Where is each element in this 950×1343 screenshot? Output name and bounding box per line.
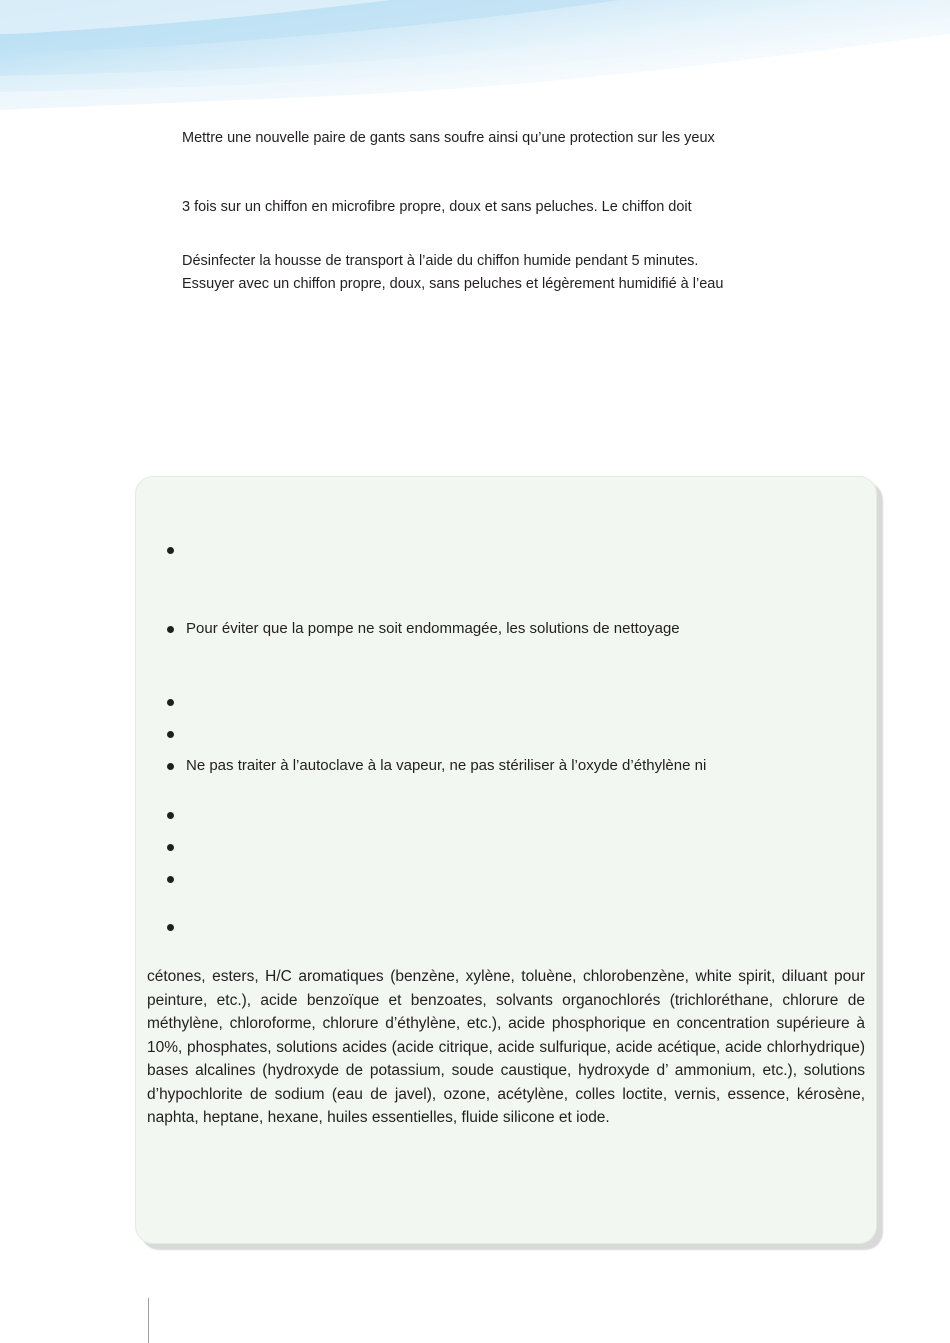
intro-paragraph-4: Essuyer avec un chiffon propre, doux, sans peluches et légèrement humidifié à l’eau	[182, 276, 724, 292]
list-item	[150, 691, 866, 712]
list-item	[150, 836, 866, 857]
list-item	[150, 868, 866, 889]
list-item: Ne pas traiter à l’autoclave à la vapeur, ne pas stériliser à l’oxyde d’éthylène ni	[150, 755, 866, 776]
chemical-list-paragraph: cétones, esters, H/C aromatiques (benzène, xylène, toluène, chlorobenzène, white spirit, diluant pour peinture, etc.), acide benzoïque et benzoates, solvants organochlorés (trichloréthane, chlorure de méthylène, chloroforme, chlorure d’éthylène, etc.), acide phosphorique en concentration supérieure à 10%, phosphates, solutions acides (acide citrique, acide sulfurique, acide acétique, acide chlorhydrique) bases alcalines (hydroxyde de potassium, soude caustique, hydroxyde d’ ammonium, etc.), solutions d’hypochlorite de sodium (eau de javel), ozone, acétylène, colles loctite, vernis, essence, kérosène, naphta, heptane, hexane, huiles essentielles, fluide silicone et iode.	[147, 968, 865, 1126]
list-item	[150, 539, 866, 560]
warning-panel	[135, 476, 877, 1244]
intro-paragraph-1: Mettre une nouvelle paire de gants sans soufre ainsi qu’une protection sur les yeux	[182, 130, 715, 146]
list-item	[150, 723, 866, 744]
list-item	[150, 916, 866, 937]
list-item: Pour éviter que la pompe ne soit endommagée, les solutions de nettoyage	[150, 618, 866, 639]
header-wave-decoration	[0, 0, 950, 120]
list-item	[150, 804, 866, 825]
intro-paragraph-2: 3 fois sur un chiffon en microfibre propre, doux et sans peluches. Le chiffon doit	[182, 199, 692, 215]
intro-text-block	[182, 128, 874, 295]
warning-bullet-list	[150, 539, 866, 937]
footer-divider	[148, 1298, 149, 1343]
intro-paragraph-3: Désinfecter la housse de transport à l’aide du chiffon humide pendant 5 minutes.	[182, 253, 699, 269]
